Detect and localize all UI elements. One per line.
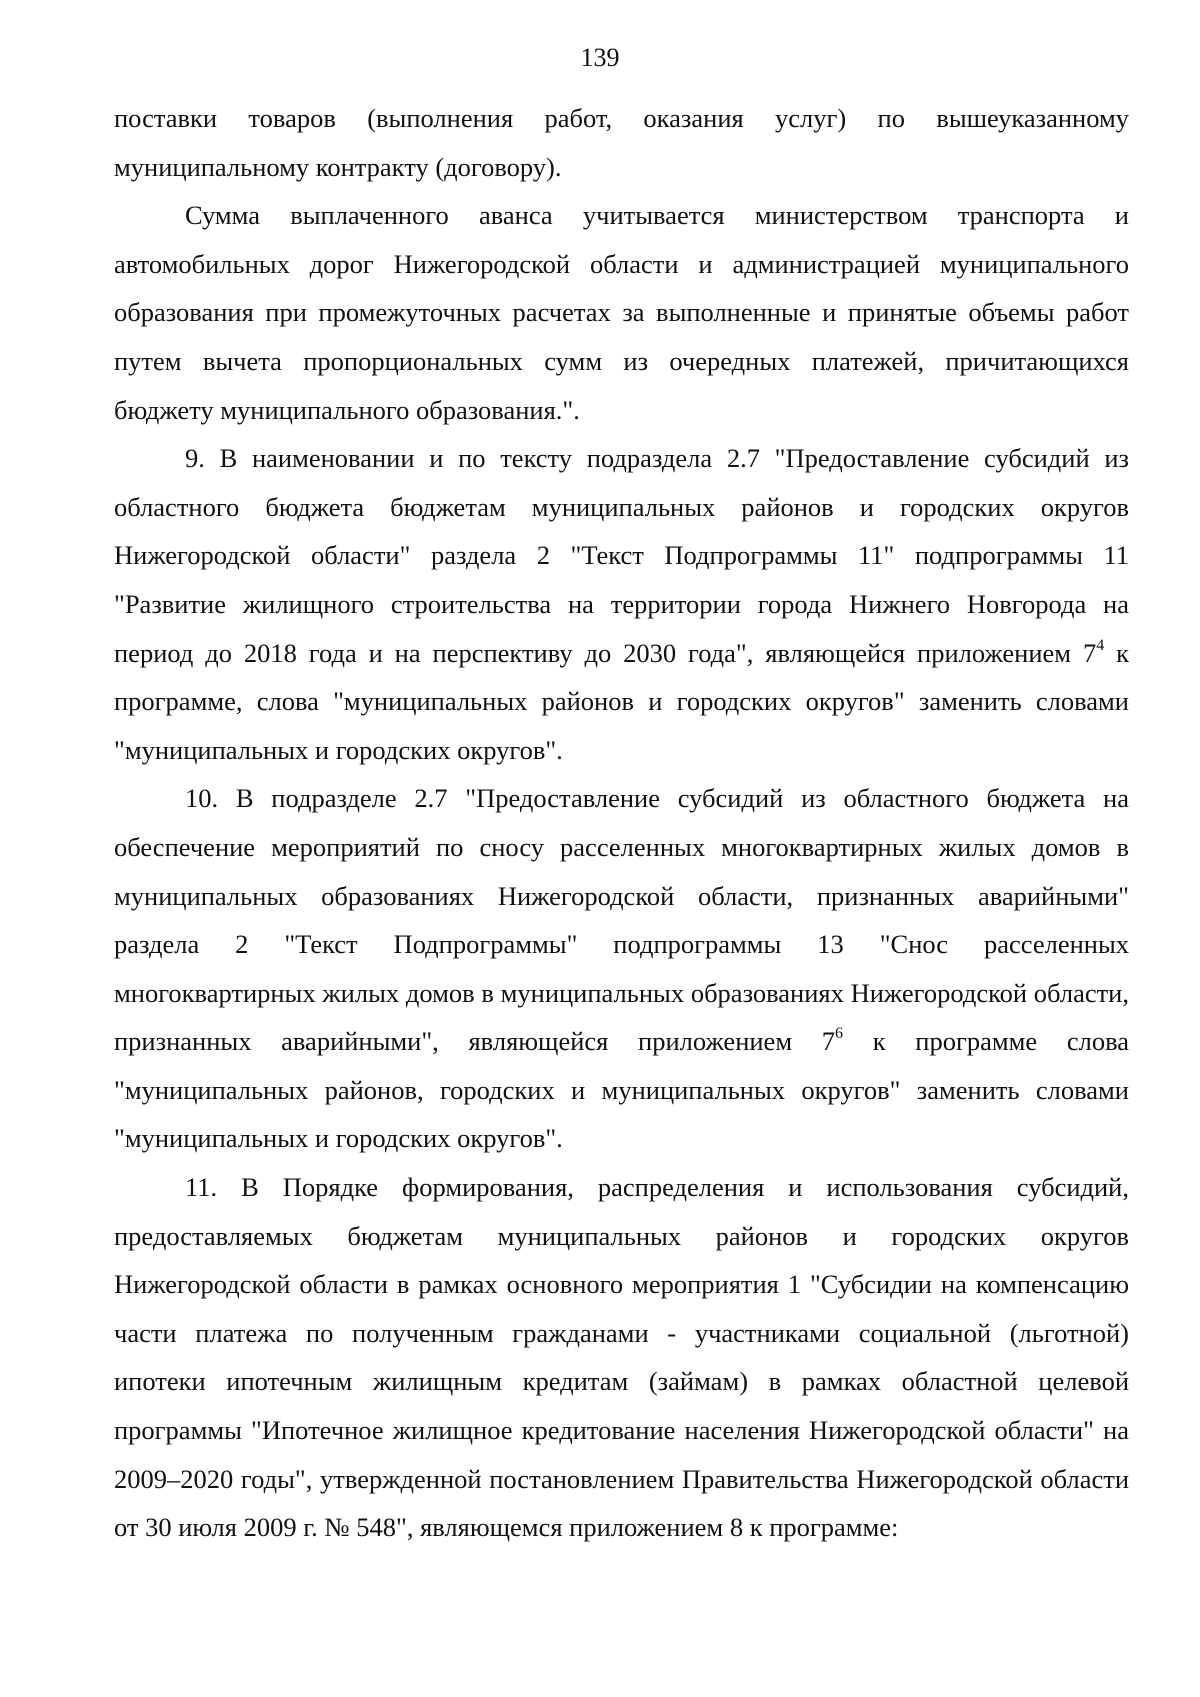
document-body xyxy=(114,94,1129,1552)
paragraph-item-10 xyxy=(114,774,1129,1163)
paragraph-continuation: поставки товаров (выполнения работ, оказания услуг) по вышеуказанному муниципальному контракту (договору). xyxy=(114,103,1129,182)
paragraph-item-9 xyxy=(114,434,1129,774)
paragraph-item-9-text-end: к программе, слова "муниципальных районов и городских округов" заменить словами "муниципальных и городских округов". xyxy=(114,637,1130,765)
paragraph-item-9-text: 9. В наименовании и по тексту подраздела 2.7 "Предоставление субсидий из областного бюджета бюджетам муниципальных районов и городских округов Нижегородской области" раздела 2 "Текст Подпрограммы 11" подпрограммы 11 "Развитие жилищного строительства на территории города Нижнего Новгорода на период до 2018 года и на перспективу до 2030 года", являющейся приложением 7 xyxy=(114,443,1129,668)
superscript-index: 4 xyxy=(1096,636,1105,654)
paragraph-item-10-text-end: к программе слова "муниципальных районов, городских и муниципальных округов" заменить словами "муниципальных и городских округов". xyxy=(114,1026,1129,1154)
paragraph-item-10-text: 10. В подразделе 2.7 "Предоставление субсидий из областного бюджета на обеспечение мероприятий по сносу расселенных многоквартирных жилых домов в муниципальных образованиях Нижегородской области, признанных аварийными" раздела 2 "Текст Подпрограммы" подпрограммы 13 "Снос расселенных многоквартирных жилых домов в муниципальных образованиях Нижегородской области, признанных аварийными", являющейся приложением 7 xyxy=(114,783,1129,1057)
paragraph-advance-amount: Сумма выплаченного аванса учитывается министерством транспорта и автомобильных дорог Нижегородской области и администрацией муниципального образования при промежуточных расчетах за выполненные и принятые объемы работ путем вычета пропорциональных сумм из очередных платежей, причитающихся бюджету муниципального образования.". xyxy=(114,200,1129,425)
page-number: 139 xyxy=(580,43,620,72)
paragraph-item-11: 11. В Порядке формирования, распределения и использования субсидий, предоставляемых бюджетам муниципальных районов и городских округов Нижегородской области в рамках основного мероприятия 1 "Субсидии на компенсацию части платежа по полученным гражданами - участниками социальной (льготной) ипотеки ипотечным жилищным кредитам (займам) в рамках областной целевой программы "Ипотечное жилищное кредитование населения Нижегородской области" на 2009–2020 годы", утвержденной постановлением Правительства Нижегородской области от 30 июля 2009 г. № 548", являющемся приложением 8 к программе: xyxy=(114,1172,1129,1543)
superscript-index: 6 xyxy=(835,1025,844,1043)
